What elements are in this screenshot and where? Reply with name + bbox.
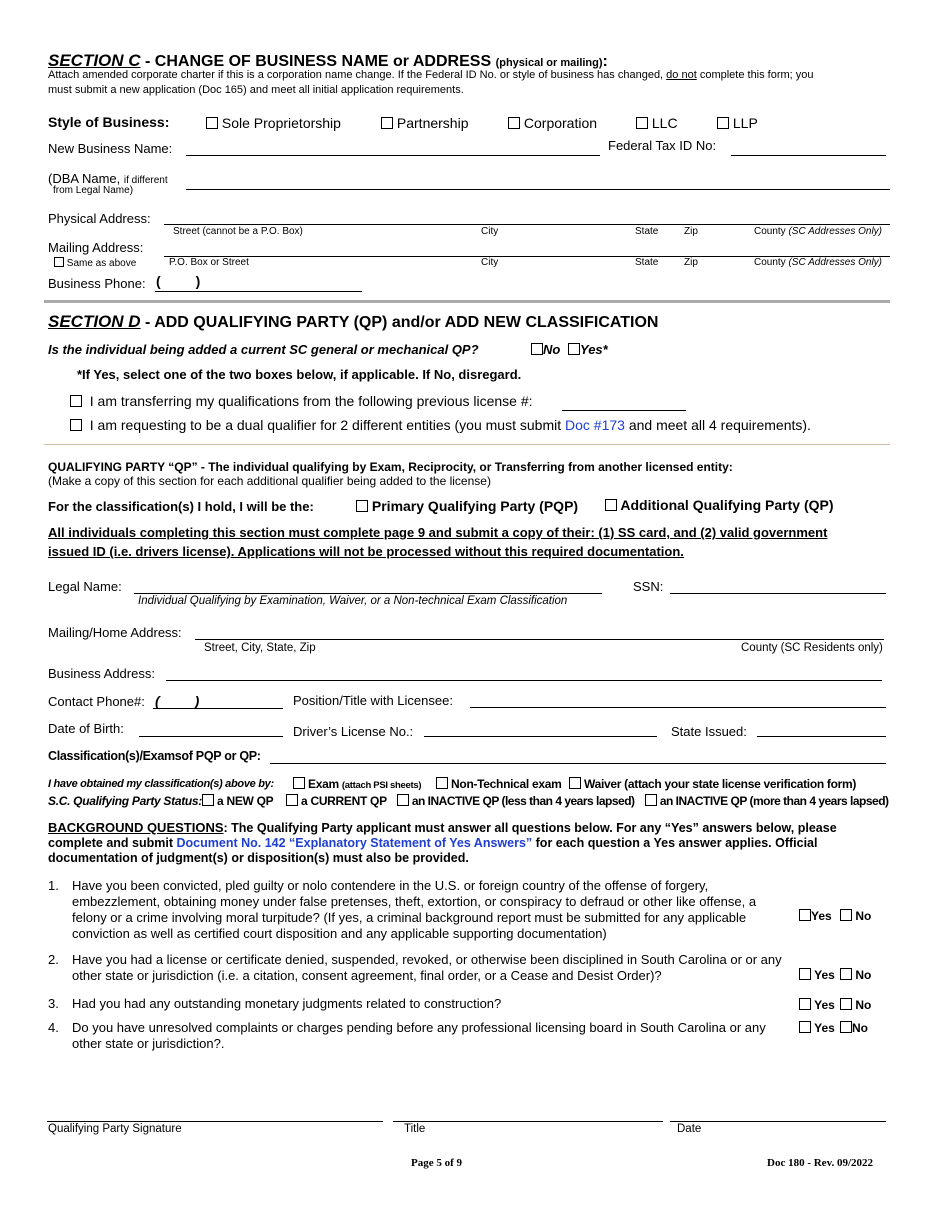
doc-142-link[interactable]: Document No. 142 “Explanatory Statement of Yes Answers” (176, 836, 533, 850)
section-d-label: SECTION D (48, 312, 141, 331)
checkbox[interactable] (70, 395, 82, 407)
style-corporation[interactable] (508, 115, 597, 131)
checkbox[interactable] (508, 117, 520, 129)
no-label: No (855, 968, 872, 982)
checkbox[interactable] (799, 968, 811, 980)
checkbox[interactable] (840, 1021, 852, 1033)
county-note: (SC Addresses Only) (788, 257, 883, 268)
background-intro-c: for each question a Yes answer applies. Official (532, 836, 818, 850)
mailing-home-field[interactable] (195, 639, 884, 640)
style-label: Corporation (523, 115, 598, 131)
classification-prompt: For the classification(s) I hold, I will be the: (48, 499, 314, 514)
dl-no-label: Driver’s License No.: (293, 724, 414, 739)
status-label: an INACTIVE QP (less than 4 years lapsed) (411, 794, 635, 808)
status-new-qp[interactable] (202, 794, 273, 808)
style-label: Sole Proprietorship (221, 115, 341, 131)
mail-county-caption (754, 257, 882, 268)
checkbox[interactable] (356, 500, 368, 512)
previous-license-field[interactable] (562, 410, 686, 411)
checkbox[interactable] (70, 419, 82, 431)
nontech-label: Non-Technical exam (451, 777, 562, 791)
no-label: No (855, 998, 872, 1012)
legal-name-note: Individual Qualifying by Examination, Waiver, or a Non-technical Exam Classification (138, 595, 568, 607)
transfer-label: I am transferring my qualifications from the following previous license #: (89, 393, 533, 409)
phys-street-caption: Street (cannot be a P.O. Box) (173, 226, 303, 237)
question-text: Do you have unresolved complaints or charges pending before any professional licensing board in South Carolina or any other state or jurisdiction?. (72, 1020, 766, 1051)
aqp-label: Additional Qualifying Party (QP) (620, 497, 834, 513)
checkbox[interactable] (840, 998, 852, 1010)
contact-phone-parens: ( ) (155, 693, 200, 709)
classifications-label: Classification(s)/Examsof PQP or QP: (48, 749, 261, 763)
no-label: No (852, 1021, 868, 1035)
qp-heading: QUALIFYING PARTY “QP” - The individual qualifying by Exam, Reciprocity, or Transferring from another licensed entity: (48, 460, 733, 474)
title-line[interactable] (393, 1121, 663, 1122)
legal-name-field[interactable] (134, 593, 602, 594)
mail-po-box-caption: P.O. Box or Street (169, 257, 249, 268)
q3-no[interactable] (840, 998, 871, 1012)
checkbox[interactable] (799, 1021, 811, 1033)
legal-name-label: Legal Name: (48, 579, 122, 594)
checkbox[interactable] (381, 117, 393, 129)
q2-yes[interactable] (799, 968, 835, 982)
style-sole-proprietorship[interactable] (206, 115, 341, 131)
dba-name-field[interactable] (186, 189, 890, 190)
background-intro-line1 (48, 820, 837, 835)
section-c-title: - CHANGE OF BUSINESS NAME or ADDRESS (140, 53, 492, 70)
note-text-b: complete this form; you (696, 69, 814, 81)
checkbox[interactable] (54, 257, 64, 267)
county-residents-caption: County (SC Residents only) (741, 642, 883, 654)
business-phone-field[interactable] (155, 291, 362, 292)
aqp-option[interactable] (605, 497, 834, 513)
current-qp-yes[interactable] (568, 342, 608, 357)
contact-phone-label: Contact Phone#: (48, 694, 145, 709)
style-of-business-label: Style of Business: (48, 114, 170, 130)
q1-no[interactable] (840, 909, 871, 923)
style-label: LLC (651, 115, 678, 131)
waiver-label: Waiver (attach your state license verification form) (584, 777, 857, 791)
question-number: 3. (48, 996, 59, 1011)
question-text: Had you had any outstanding monetary judgments related to construction? (72, 996, 502, 1011)
question-1 (48, 878, 788, 942)
business-address-label: Business Address: (48, 666, 155, 681)
background-intro-a: : The Qualifying Party applicant must answer all questions below. For any “Yes” answers below, please (223, 821, 837, 835)
business-phone-parens: ( ) (156, 273, 201, 289)
yes-label: Yes (811, 909, 832, 923)
phys-county-caption (754, 226, 882, 237)
county-text: County (754, 257, 786, 268)
exam-label: Exam (308, 777, 339, 791)
dual-label-a: I am requesting to be a dual qualifier for 2 different entities (you must submit (89, 417, 565, 433)
obtained-nontech[interactable] (436, 777, 561, 791)
obtained-waiver[interactable] (569, 777, 856, 791)
current-qp-no[interactable] (531, 342, 560, 357)
date-caption: Date (677, 1123, 702, 1135)
checkbox[interactable] (645, 794, 657, 806)
obtained-by-label: I have obtained my classification(s) above by: (48, 778, 274, 790)
same-as-above[interactable] (54, 257, 136, 269)
state-issued-field[interactable] (757, 736, 886, 737)
new-business-name-field[interactable] (186, 155, 600, 156)
classifications-field[interactable] (270, 763, 886, 764)
new-business-name-label: New Business Name: (48, 141, 173, 156)
contact-phone-field[interactable] (153, 708, 283, 709)
checkbox[interactable] (206, 117, 218, 129)
signature-line[interactable] (47, 1121, 383, 1122)
question-number: 4. (48, 1020, 59, 1035)
yes-label: Yes* (580, 342, 608, 357)
checkbox[interactable] (569, 777, 581, 789)
status-inactive-more[interactable] (645, 794, 889, 808)
page-number: Page 5 of 9 (411, 1157, 463, 1169)
title-caption: Title (404, 1123, 426, 1135)
checkbox[interactable] (293, 777, 305, 789)
section-d-heading (48, 312, 658, 332)
street-city-caption: Street, City, State, Zip (204, 642, 316, 654)
style-llc[interactable] (636, 115, 678, 131)
business-address-field[interactable] (166, 680, 882, 681)
no-label: No (543, 342, 561, 357)
yes-label: Yes (814, 1021, 835, 1035)
business-phone-label: Business Phone: (48, 276, 146, 291)
yes-label: Yes (814, 968, 835, 982)
dual-label-b: and meet all 4 requirements). (624, 417, 811, 433)
dba-if-different: if different (123, 175, 168, 186)
q3-yes[interactable] (799, 998, 835, 1012)
qp-status-label: S.C. Qualifying Party Status: (48, 794, 202, 808)
checkbox[interactable] (568, 343, 580, 355)
section-c-label: SECTION C (48, 51, 141, 70)
dob-label: Date of Birth: (48, 721, 124, 736)
status-label: an INACTIVE QP (more than 4 years lapsed) (659, 794, 889, 808)
q4-yes[interactable] (799, 1021, 835, 1035)
status-label: a NEW QP (217, 794, 274, 808)
county-text: County (754, 226, 786, 237)
style-label: Partnership (396, 115, 469, 131)
state-issued-label: State Issued: (671, 724, 747, 739)
checkbox[interactable] (799, 998, 811, 1010)
obtained-exam[interactable] (293, 777, 421, 791)
background-intro-d: documentation of judgment(s) or disposition(s) must also be provided. (48, 851, 469, 865)
section-c-title-suffix: (physical or mailing) (495, 57, 603, 69)
dba-name: (DBA Name, (48, 171, 121, 186)
same-as-above-label: Same as above (66, 258, 137, 269)
mailing-home-label: Mailing/Home Address: (48, 625, 182, 640)
checkbox[interactable] (531, 343, 543, 355)
checkbox[interactable] (840, 909, 852, 921)
yes-label: Yes (814, 998, 835, 1012)
physical-address-label: Physical Address: (48, 211, 151, 226)
checkbox[interactable] (202, 794, 214, 806)
phys-zip-caption: Zip (684, 226, 698, 237)
federal-tax-id-field[interactable] (731, 155, 886, 156)
style-partnership[interactable] (381, 115, 468, 131)
status-current-qp[interactable] (286, 794, 387, 808)
checkbox[interactable] (397, 794, 409, 806)
mailing-address-label: Mailing Address: (48, 240, 144, 255)
question-2 (48, 952, 788, 984)
status-inactive-less[interactable] (397, 794, 635, 808)
question-4 (48, 1020, 788, 1052)
position-title-field[interactable] (470, 707, 886, 708)
phys-state-caption: State (635, 226, 659, 237)
section-divider (44, 300, 890, 303)
checkbox[interactable] (436, 777, 448, 789)
q1-yes[interactable] (799, 909, 832, 923)
dual-qualifier-option[interactable] (70, 417, 811, 433)
ssn-label: SSN: (633, 579, 664, 594)
doc-revision: Doc 180 - Rev. 09/2022 (767, 1157, 874, 1169)
if-yes-instruction: *If Yes, select one of the two boxes below, if applicable. If No, disregard. (77, 367, 522, 382)
checkbox[interactable] (286, 794, 298, 806)
dob-field[interactable] (139, 736, 283, 737)
qp-requirement-line2: issued ID (i.e. drivers license). Applications will not be processed without this required documentation. (48, 544, 684, 559)
qp-copy-note: (Make a copy of this section for each additional qualifier being added to the license) (48, 474, 491, 488)
mail-city-caption: City (481, 257, 499, 268)
pqp-label: Primary Qualifying Party (PQP) (371, 498, 579, 514)
dl-no-field[interactable] (424, 736, 657, 737)
transfer-option[interactable] (70, 393, 533, 409)
question-3 (48, 996, 788, 1012)
signature-caption: Qualifying Party Signature (48, 1123, 182, 1135)
background-intro-b: complete and submit (48, 836, 177, 850)
federal-tax-id-label: Federal Tax ID No: (608, 138, 717, 153)
background-intro-line2 (48, 836, 817, 850)
style-llp[interactable] (717, 115, 758, 131)
checkbox[interactable] (717, 117, 729, 129)
section-d-title: - ADD QUALIFYING PARTY (QP) and/or ADD NEW CLASSIFICATION (140, 314, 659, 331)
current-qp-question: Is the individual being added a current SC general or mechanical QP? (48, 342, 479, 357)
phys-city-caption: City (481, 226, 499, 237)
note-text-a: Attach amended corporate charter if this is a corporation name change. If the Federal ID No. or style of business has changed, (48, 69, 667, 81)
checkbox[interactable] (840, 968, 852, 980)
county-note: (SC Addresses Only) (788, 226, 883, 237)
dba-from-legal: from Legal Name) (53, 185, 134, 196)
section-c-note-line2: must submit a new application (Doc 165) and meet all initial application requirements. (48, 84, 464, 96)
note-do-not: do not (666, 69, 697, 81)
exam-note: (attach PSI sheets) (341, 780, 422, 791)
pqp-option[interactable] (356, 498, 578, 514)
date-line[interactable] (670, 1121, 886, 1122)
no-label: No (855, 909, 872, 923)
section-c-colon: : (602, 53, 608, 70)
question-number: 1. (48, 878, 59, 893)
checkbox[interactable] (605, 499, 617, 511)
question-text: Have you been convicted, pled guilty or nolo contendere in the U.S. or foreign country of the offense of forgery, embezzlement, obtaining money under false pretenses, theft, extortion, or conspiracy to defraud or other like offense, a felony or a crime involving moral turpitude? (If yes, a criminal background report must be submitted for any applicable conviction as well as certified court disposition and any applicable supporting documentation) (72, 878, 757, 941)
qp-requirement-line1: All individuals completing this section must complete page 9 and submit a copy of their: (1) SS card, and (2) valid government (48, 525, 828, 540)
background-heading: BACKGROUND QUESTIONS (48, 820, 224, 835)
section-d-divider (44, 444, 890, 445)
mail-zip-caption: Zip (684, 257, 698, 268)
checkbox[interactable] (799, 909, 811, 921)
doc-173-link[interactable]: Doc #173 (565, 417, 625, 433)
section-c-note-line1 (48, 69, 814, 81)
mail-state-caption: State (635, 257, 659, 268)
style-label: LLP (732, 115, 758, 131)
question-number: 2. (48, 952, 59, 967)
q4-no[interactable] (840, 1021, 868, 1035)
section-c-heading (48, 51, 608, 71)
q2-no[interactable] (840, 968, 871, 982)
physical-address-field[interactable] (164, 224, 890, 225)
dba-name-label (48, 171, 168, 186)
ssn-field[interactable] (670, 593, 886, 594)
checkbox[interactable] (636, 117, 648, 129)
status-label: a CURRENT QP (301, 794, 387, 808)
position-title-label: Position/Title with Licensee: (293, 693, 453, 708)
question-text: Have you had a license or certificate denied, suspended, revoked, or otherwise been disciplined in South Carolina or or any other state or jurisdiction (i.e. a citation, consent agreement, final order, or a Cease and Desist Order)? (72, 952, 782, 983)
